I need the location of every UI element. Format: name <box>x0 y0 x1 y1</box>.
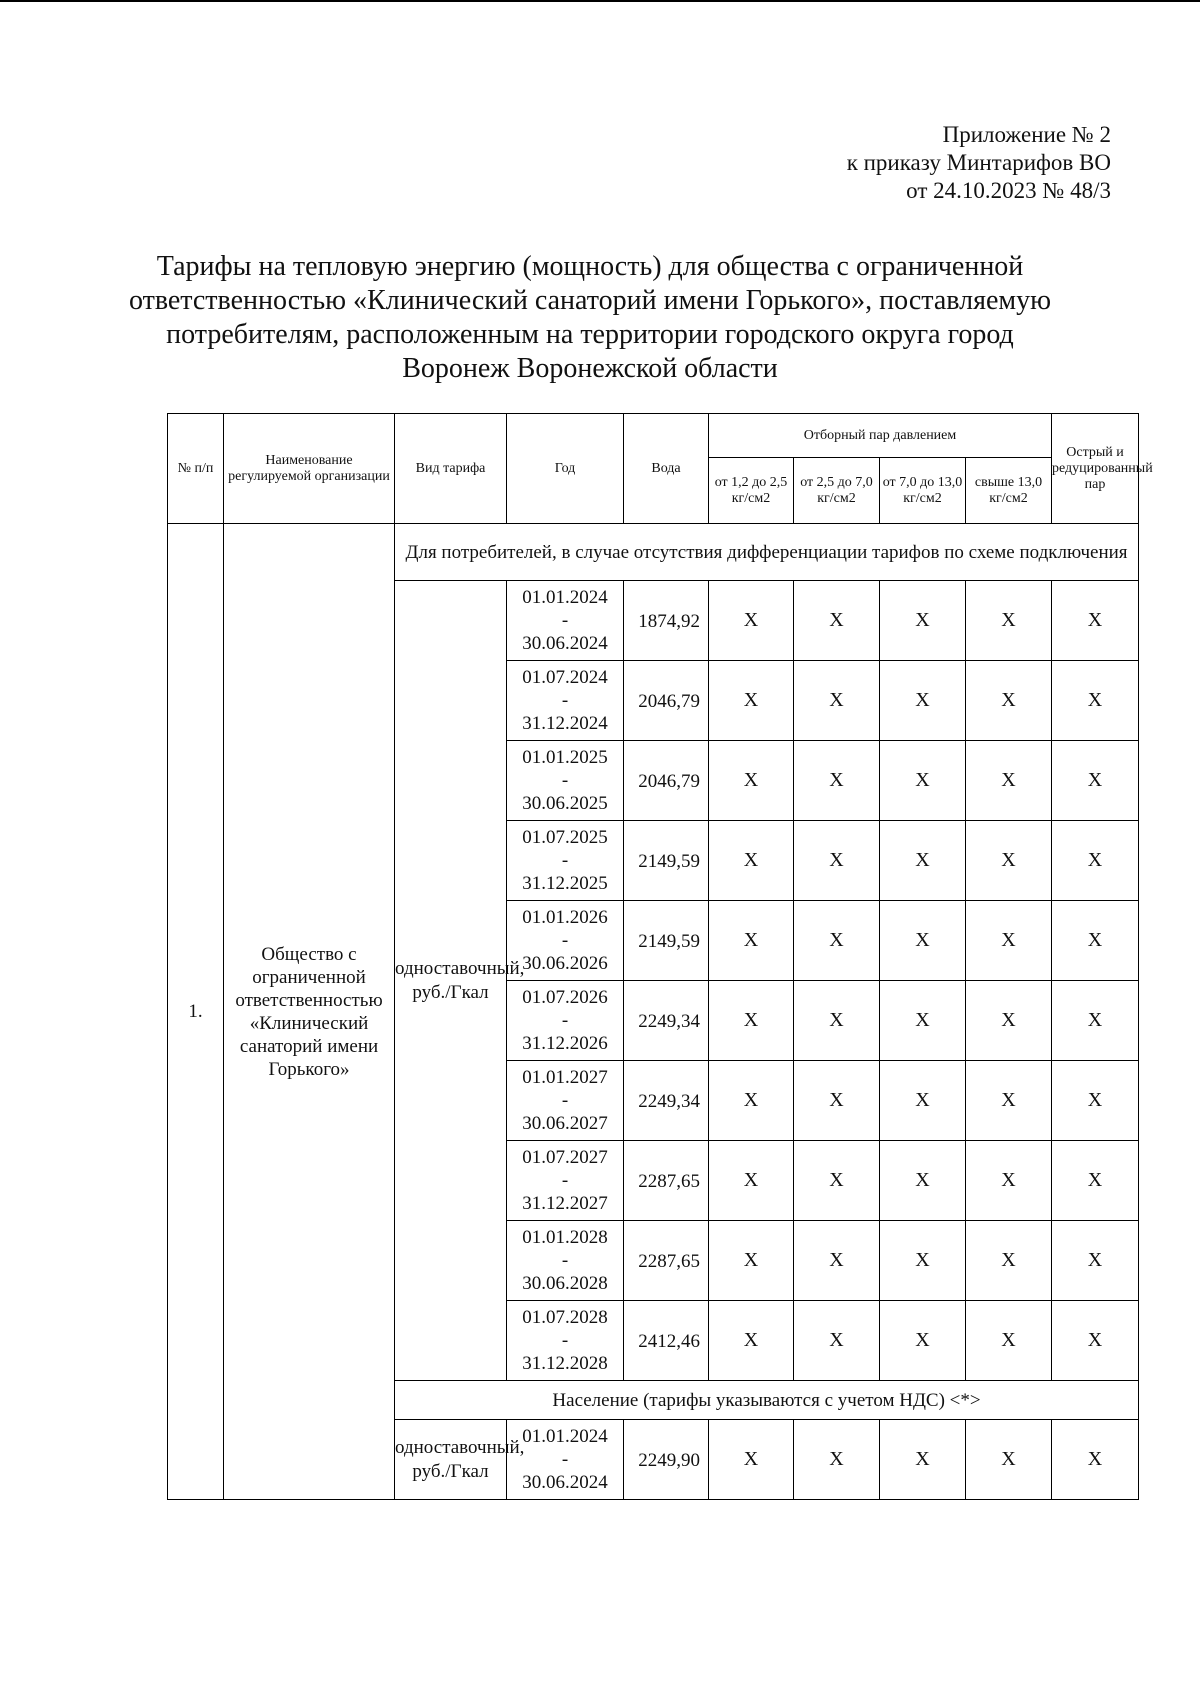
period-end: 30.06.2027 <box>522 1113 608 1134</box>
period-end: 30.06.2025 <box>522 793 608 814</box>
x-mark-cell: X <box>709 981 794 1061</box>
x-mark-cell: X <box>794 901 880 981</box>
x-mark-cell: X <box>794 1061 880 1141</box>
header-steam-4: свыше 13,0 кг/см2 <box>966 458 1052 524</box>
x-mark-cell: X <box>966 1061 1052 1141</box>
period-start: 01.07.2025 <box>522 827 608 848</box>
water-value: 2287,65 <box>624 1221 709 1301</box>
period-dash: - <box>561 770 569 791</box>
period-dash: - <box>561 1090 569 1111</box>
period-cell <box>507 1141 624 1221</box>
header-steam-2: от 2,5 до 7,0 кг/см2 <box>794 458 880 524</box>
period-start: 01.01.2027 <box>522 1067 608 1088</box>
x-mark-cell: X <box>880 741 966 821</box>
header-sharp-steam: Острый и редуцированный пар <box>1052 414 1139 524</box>
water-value: 2287,65 <box>624 1141 709 1221</box>
period-start: 01.01.2025 <box>522 747 608 768</box>
x-mark-cell: X <box>1052 901 1139 981</box>
period-cell <box>507 741 624 821</box>
period-cell <box>507 901 624 981</box>
period-start: 01.07.2026 <box>522 987 608 1008</box>
x-mark-cell: X <box>794 661 880 741</box>
appendix-header <box>847 121 1111 205</box>
period-start: 01.01.2024 <box>522 587 608 608</box>
x-mark-cell: X <box>1052 661 1139 741</box>
org-name: Общество с ограниченной ответственностью «Клинический санаторий имени Горького» <box>224 524 395 1500</box>
title-line-4: Воронеж Воронежской области <box>402 353 778 384</box>
tariff-kind: одноставочный, руб./Гкал <box>395 581 507 1381</box>
x-mark-cell: X <box>966 661 1052 741</box>
x-mark-cell: X <box>966 821 1052 901</box>
document-title <box>120 250 1060 386</box>
water-value: 2412,46 <box>624 1301 709 1381</box>
x-mark-cell: X <box>794 1420 880 1500</box>
x-mark-cell: X <box>880 981 966 1061</box>
period-dash: - <box>561 930 569 951</box>
x-mark-cell: X <box>880 661 966 741</box>
x-mark-cell: X <box>794 741 880 821</box>
x-mark-cell: X <box>880 1141 966 1221</box>
header-steam-1: от 1,2 до 2,5 кг/см2 <box>709 458 794 524</box>
x-mark-cell: X <box>709 1221 794 1301</box>
header-steam-3: от 7,0 до 13,0 кг/см2 <box>880 458 966 524</box>
x-mark-cell: X <box>880 901 966 981</box>
period-end: 31.12.2028 <box>522 1353 608 1374</box>
period-start: 01.07.2027 <box>522 1147 608 1168</box>
x-mark-cell: X <box>880 1221 966 1301</box>
period-end: 31.12.2026 <box>522 1033 608 1054</box>
x-mark-cell: X <box>709 1301 794 1381</box>
period-cell <box>507 1420 624 1500</box>
water-value: 2249,34 <box>624 1061 709 1141</box>
x-mark-cell: X <box>966 1141 1052 1221</box>
period-dash: - <box>561 610 569 631</box>
x-mark-cell: X <box>794 1221 880 1301</box>
header-water: Вода <box>624 414 709 524</box>
title-line-2: ответственностью «Клинический санаторий имени Горького», поставляемую <box>128 285 1052 316</box>
x-mark-cell: X <box>709 1061 794 1141</box>
period-end: 30.06.2028 <box>522 1273 608 1294</box>
title-line-1: Тарифы на тепловую энергию (мощность) для общества с ограниченной <box>156 251 1024 282</box>
x-mark-cell: X <box>709 581 794 661</box>
x-mark-cell: X <box>966 1420 1052 1500</box>
header-num: № п/п <box>168 414 224 524</box>
tariff-kind-population: одноставочный, руб./Гкал <box>395 1420 507 1500</box>
period-start: 01.01.2024 <box>522 1426 608 1447</box>
period-cell <box>507 821 624 901</box>
period-end: 30.06.2026 <box>522 953 608 974</box>
x-mark-cell: X <box>1052 821 1139 901</box>
x-mark-cell: X <box>794 1301 880 1381</box>
x-mark-cell: X <box>1052 1301 1139 1381</box>
period-cell <box>507 1301 624 1381</box>
period-end: 30.06.2024 <box>522 633 608 654</box>
section-general: Для потребителей, в случае отсутствия дифференциации тарифов по схеме подключения <box>395 524 1139 581</box>
period-end: 31.12.2027 <box>522 1193 608 1214</box>
period-dash: - <box>561 850 569 871</box>
x-mark-cell: X <box>966 581 1052 661</box>
x-mark-cell: X <box>709 821 794 901</box>
period-cell <box>507 1061 624 1141</box>
period-cell <box>507 661 624 741</box>
title-line-3: потребителям, расположенным на территории городского округа город <box>166 319 1014 350</box>
water-value: 1874,92 <box>624 581 709 661</box>
water-value-population: 2249,90 <box>624 1420 709 1500</box>
x-mark-cell: X <box>709 1420 794 1500</box>
water-value: 2149,59 <box>624 821 709 901</box>
x-mark-cell: X <box>966 981 1052 1061</box>
period-cell <box>507 581 624 661</box>
period-dash: - <box>561 1330 569 1351</box>
x-mark-cell: X <box>966 741 1052 821</box>
appendix-line-1: Приложение № 2 <box>942 122 1111 147</box>
period-cell <box>507 981 624 1061</box>
section-population: Население (тарифы указываются с учетом НДС) <*> <box>395 1381 1139 1420</box>
x-mark-cell: X <box>880 1061 966 1141</box>
water-value: 2149,59 <box>624 901 709 981</box>
period-start: 01.01.2026 <box>522 907 608 928</box>
x-mark-cell: X <box>880 1301 966 1381</box>
period-dash: - <box>561 1010 569 1031</box>
row-number: 1. <box>168 524 224 1500</box>
x-mark-cell: X <box>709 901 794 981</box>
x-mark-cell: X <box>1052 581 1139 661</box>
header-steam-group: Отборный пар давлением <box>709 414 1052 458</box>
water-value: 2249,34 <box>624 981 709 1061</box>
period-dash: - <box>561 690 569 711</box>
x-mark-cell: X <box>1052 741 1139 821</box>
x-mark-cell: X <box>966 1301 1052 1381</box>
x-mark-cell: X <box>709 741 794 821</box>
appendix-line-3: от 24.10.2023 № 48/3 <box>906 178 1111 203</box>
x-mark-cell: X <box>966 1221 1052 1301</box>
header-kind: Вид тарифа <box>395 414 507 524</box>
x-mark-cell: X <box>880 581 966 661</box>
water-value: 2046,79 <box>624 741 709 821</box>
page-top-edge <box>0 0 1200 2</box>
period-dash: - <box>561 1250 569 1271</box>
period-start: 01.01.2028 <box>522 1227 608 1248</box>
period-dash: - <box>561 1170 569 1191</box>
x-mark-cell: X <box>1052 981 1139 1061</box>
x-mark-cell: X <box>709 1141 794 1221</box>
x-mark-cell: X <box>1052 1061 1139 1141</box>
water-value: 2046,79 <box>624 661 709 741</box>
tariff-table-body <box>168 524 1139 1500</box>
x-mark-cell: X <box>1052 1141 1139 1221</box>
period-end: 31.12.2024 <box>522 713 608 734</box>
period-end: 30.06.2024 <box>522 1472 608 1493</box>
x-mark-cell: X <box>966 901 1052 981</box>
x-mark-cell: X <box>794 581 880 661</box>
period-start: 01.07.2028 <box>522 1307 608 1328</box>
x-mark-cell: X <box>880 821 966 901</box>
period-dash: - <box>561 1449 569 1470</box>
x-mark-cell: X <box>880 1420 966 1500</box>
appendix-line-2: к приказу Минтарифов ВО <box>846 150 1111 175</box>
x-mark-cell: X <box>1052 1420 1139 1500</box>
header-org: Наименование регулируемой организации <box>224 414 395 524</box>
period-start: 01.07.2024 <box>522 667 608 688</box>
period-end: 31.12.2025 <box>522 873 608 894</box>
tariff-table <box>167 413 1153 1500</box>
x-mark-cell: X <box>1052 1221 1139 1301</box>
period-cell <box>507 1221 624 1301</box>
x-mark-cell: X <box>794 821 880 901</box>
x-mark-cell: X <box>709 661 794 741</box>
header-year: Год <box>507 414 624 524</box>
x-mark-cell: X <box>794 981 880 1061</box>
x-mark-cell: X <box>794 1141 880 1221</box>
